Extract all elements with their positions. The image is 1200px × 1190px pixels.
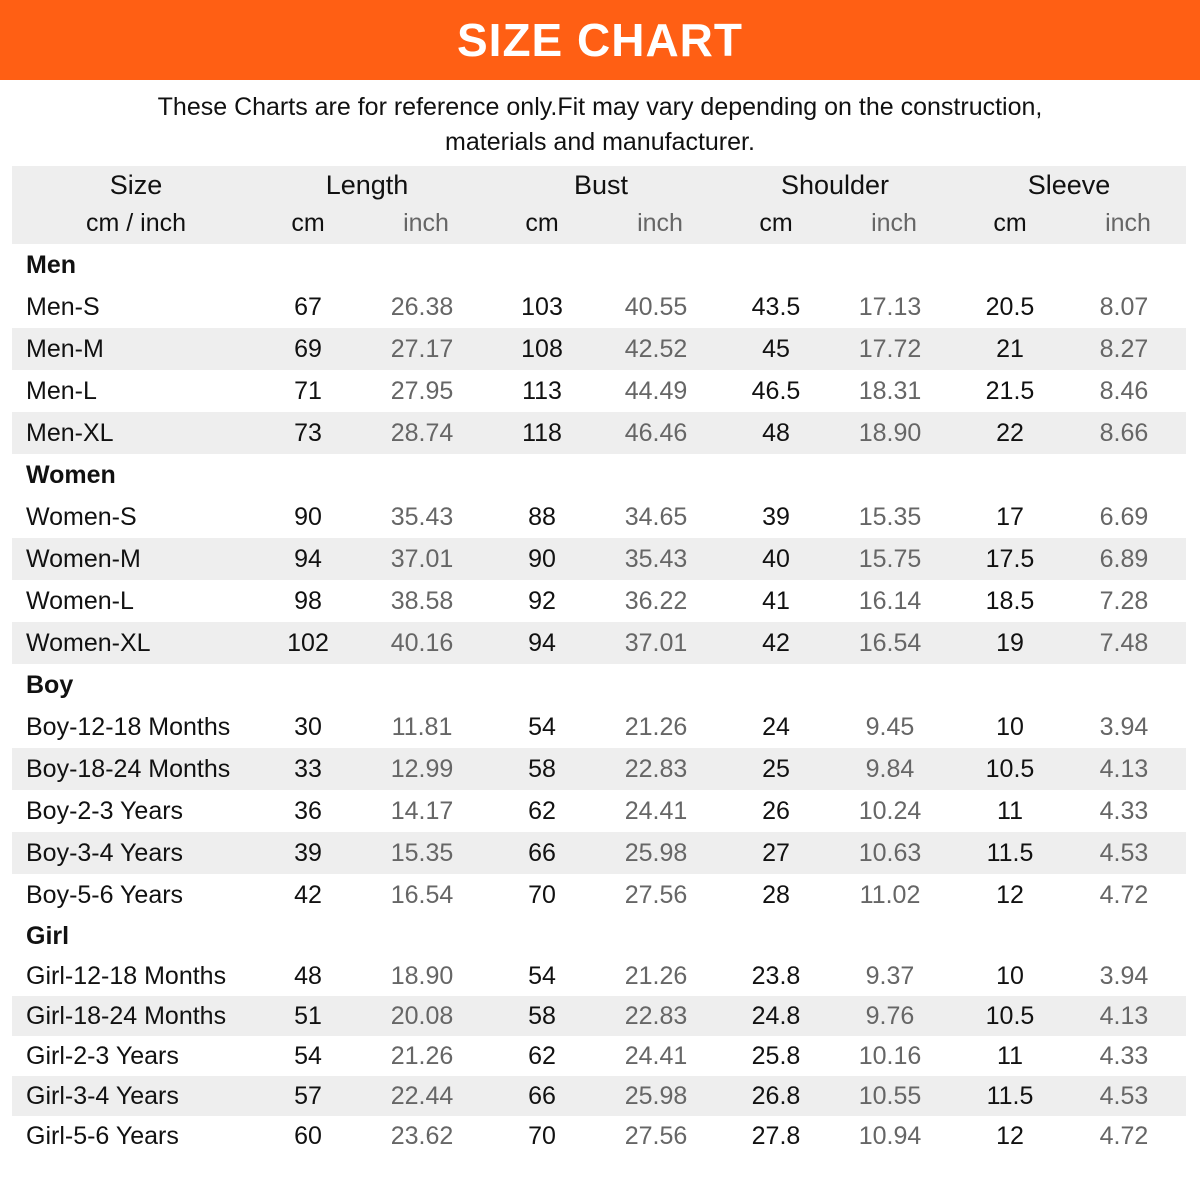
value-cm: 113 xyxy=(522,376,562,405)
value-inch: 9.37 xyxy=(865,961,915,990)
value-inch: 20.08 xyxy=(390,1001,454,1030)
value-inch: 9.84 xyxy=(865,754,915,783)
value-inch: 4.53 xyxy=(1099,1081,1149,1110)
value-cm: 57 xyxy=(294,1081,322,1110)
table-row xyxy=(12,538,1186,580)
value-cm: 92 xyxy=(528,586,556,615)
header-row-units xyxy=(12,204,1186,242)
value-cm: 28 xyxy=(762,880,790,909)
value-inch: 40.55 xyxy=(624,292,688,321)
value-inch: 8.66 xyxy=(1099,418,1149,447)
reference-note xyxy=(0,90,1200,160)
value-cm: 42 xyxy=(762,628,790,657)
header-length-cm: cm xyxy=(291,208,325,237)
value-inch: 27.56 xyxy=(624,1121,688,1150)
header-bust-inch: inch xyxy=(637,208,683,237)
value-cm: 26 xyxy=(762,796,790,825)
value-cm: 12 xyxy=(996,1121,1024,1150)
value-inch: 28.74 xyxy=(390,418,454,447)
value-inch: 21.26 xyxy=(390,1041,454,1070)
value-inch: 34.65 xyxy=(624,502,688,531)
value-cm: 30 xyxy=(294,712,322,741)
value-cm: 58 xyxy=(528,754,556,783)
header-sleeve-inch: inch xyxy=(1105,208,1151,237)
value-inch: 8.27 xyxy=(1099,334,1149,363)
header-size-unit: cm / inch xyxy=(85,208,187,237)
value-inch: 7.48 xyxy=(1099,628,1149,657)
note-line-1: These Charts are for reference only.Fit may vary depending on the construction, xyxy=(157,93,1043,121)
value-cm: 17 xyxy=(996,502,1024,531)
value-cm: 11 xyxy=(997,1041,1023,1070)
table-row xyxy=(12,790,1186,832)
value-cm: 70 xyxy=(528,880,556,909)
size-label: Men-M xyxy=(26,334,104,363)
table-row xyxy=(12,286,1186,328)
value-cm: 20.5 xyxy=(985,292,1035,321)
value-cm: 39 xyxy=(762,502,790,531)
value-inch: 10.55 xyxy=(858,1081,922,1110)
value-cm: 19 xyxy=(996,628,1024,657)
table-row xyxy=(12,996,1186,1036)
value-cm: 24.8 xyxy=(751,1001,801,1030)
value-cm: 10 xyxy=(996,712,1024,741)
value-cm: 11.5 xyxy=(986,838,1034,867)
size-label: Men-L xyxy=(26,376,97,405)
value-inch: 14.17 xyxy=(390,796,454,825)
value-inch: 22.83 xyxy=(624,1001,688,1030)
value-inch: 15.35 xyxy=(390,838,454,867)
table-row xyxy=(12,370,1186,412)
value-inch: 11.81 xyxy=(391,712,453,741)
value-cm: 90 xyxy=(294,502,322,531)
value-cm: 66 xyxy=(528,838,556,867)
value-cm: 51 xyxy=(294,1001,322,1030)
value-inch: 4.72 xyxy=(1099,1121,1149,1150)
size-label: Boy-12-18 Months xyxy=(26,712,231,741)
value-inch: 22.83 xyxy=(624,754,688,783)
header-shoulder-cm: cm xyxy=(759,208,793,237)
value-cm: 46.5 xyxy=(751,376,801,405)
table-row xyxy=(12,1036,1186,1076)
value-cm: 54 xyxy=(528,961,556,990)
value-cm: 48 xyxy=(762,418,790,447)
value-cm: 67 xyxy=(294,292,322,321)
value-cm: 17.5 xyxy=(985,544,1035,573)
value-cm: 12 xyxy=(996,880,1024,909)
value-cm: 88 xyxy=(528,502,556,531)
value-cm: 48 xyxy=(294,961,322,990)
value-inch: 21.26 xyxy=(624,961,688,990)
table-row xyxy=(12,832,1186,874)
value-cm: 10 xyxy=(996,961,1024,990)
value-inch: 10.63 xyxy=(858,838,922,867)
size-label: Women-XL xyxy=(26,628,151,657)
value-inch: 18.90 xyxy=(858,418,922,447)
table-header xyxy=(12,166,1186,244)
value-cm: 11 xyxy=(997,796,1023,825)
value-inch: 12.99 xyxy=(390,754,454,783)
size-label: Girl-3-4 Years xyxy=(26,1081,179,1110)
value-cm: 103 xyxy=(521,292,563,321)
size-label: Men-S xyxy=(26,292,100,321)
value-cm: 25 xyxy=(762,754,790,783)
value-inch: 6.89 xyxy=(1099,544,1149,573)
value-inch: 10.24 xyxy=(858,796,922,825)
table-row xyxy=(12,496,1186,538)
value-inch: 18.90 xyxy=(390,961,454,990)
value-inch: 27.95 xyxy=(390,376,454,405)
value-inch: 3.94 xyxy=(1099,961,1149,990)
table-row xyxy=(12,956,1186,996)
size-label: Girl-2-3 Years xyxy=(26,1041,179,1070)
value-cm: 10.5 xyxy=(985,1001,1035,1030)
value-inch: 16.14 xyxy=(858,586,922,615)
title-banner xyxy=(0,0,1200,80)
value-inch: 25.98 xyxy=(624,1081,688,1110)
value-inch: 16.54 xyxy=(390,880,454,909)
table-row xyxy=(12,580,1186,622)
value-inch: 46.46 xyxy=(624,418,688,447)
size-label: Boy-5-6 Years xyxy=(26,880,184,909)
table-row xyxy=(12,622,1186,664)
value-cm: 26.8 xyxy=(751,1081,801,1110)
value-inch: 4.53 xyxy=(1099,838,1149,867)
value-cm: 23.8 xyxy=(751,961,801,990)
note-line-2: materials and manufacturer. xyxy=(445,128,755,156)
group-label: Girl xyxy=(26,921,70,950)
value-inch: 37.01 xyxy=(624,628,688,657)
value-cm: 22 xyxy=(996,418,1024,447)
value-inch: 17.13 xyxy=(858,292,922,321)
value-cm: 18.5 xyxy=(985,586,1035,615)
value-cm: 43.5 xyxy=(751,292,801,321)
header-sleeve-cm: cm xyxy=(993,208,1027,237)
value-inch: 27.17 xyxy=(390,334,454,363)
size-label: Boy-2-3 Years xyxy=(26,796,184,825)
table-row xyxy=(12,328,1186,370)
value-cm: 98 xyxy=(294,586,322,615)
size-label: Boy-3-4 Years xyxy=(26,838,184,867)
table-row xyxy=(12,874,1186,916)
value-inch: 44.49 xyxy=(624,376,688,405)
table-row xyxy=(12,748,1186,790)
value-inch: 4.33 xyxy=(1099,1041,1149,1070)
header-shoulder-inch: inch xyxy=(871,208,917,237)
value-cm: 10.5 xyxy=(985,754,1035,783)
value-inch: 15.75 xyxy=(858,544,922,573)
header-shoulder: Shoulder xyxy=(780,169,890,200)
value-inch: 42.52 xyxy=(624,334,688,363)
value-inch: 40.16 xyxy=(390,628,454,657)
value-cm: 70 xyxy=(528,1121,556,1150)
value-cm: 108 xyxy=(521,334,563,363)
size-label: Girl-18-24 Months xyxy=(26,1001,227,1030)
value-cm: 27.8 xyxy=(751,1121,801,1150)
header-bust-cm: cm xyxy=(525,208,559,237)
value-cm: 118 xyxy=(522,418,562,447)
table-row xyxy=(12,412,1186,454)
value-cm: 45 xyxy=(762,334,790,363)
value-cm: 60 xyxy=(294,1121,322,1150)
value-inch: 8.46 xyxy=(1099,376,1149,405)
value-inch: 35.43 xyxy=(390,502,454,531)
header-row-measures xyxy=(12,166,1186,204)
value-cm: 62 xyxy=(528,796,556,825)
value-cm: 94 xyxy=(528,628,556,657)
value-inch: 9.76 xyxy=(865,1001,915,1030)
value-inch: 25.98 xyxy=(624,838,688,867)
value-cm: 54 xyxy=(294,1041,322,1070)
size-label: Women-S xyxy=(26,502,137,531)
group-label: Women xyxy=(26,460,116,489)
value-inch: 36.22 xyxy=(624,586,688,615)
table-row xyxy=(12,1116,1186,1156)
value-cm: 58 xyxy=(528,1001,556,1030)
value-cm: 94 xyxy=(294,544,322,573)
value-inch: 35.43 xyxy=(624,544,688,573)
size-label: Boy-18-24 Months xyxy=(26,754,231,783)
page-title: SIZE CHART xyxy=(457,14,743,66)
value-inch: 9.45 xyxy=(865,712,915,741)
value-inch: 10.16 xyxy=(858,1041,922,1070)
group-label: Men xyxy=(26,250,76,279)
value-inch: 21.26 xyxy=(624,712,688,741)
group-label: Boy xyxy=(26,670,74,699)
value-inch: 24.41 xyxy=(624,796,688,825)
group-heading-men xyxy=(12,244,1186,286)
value-cm: 27 xyxy=(762,838,790,867)
size-table-body xyxy=(12,244,1186,1156)
header-bust: Bust xyxy=(573,169,629,200)
value-inch: 26.38 xyxy=(390,292,454,321)
header-size: Size xyxy=(109,169,163,200)
value-inch: 3.94 xyxy=(1099,712,1149,741)
value-inch: 10.94 xyxy=(858,1121,922,1150)
value-inch: 18.31 xyxy=(858,376,922,405)
value-inch: 17.72 xyxy=(858,334,922,363)
group-heading-boy xyxy=(12,664,1186,706)
group-heading-girl xyxy=(12,916,1186,956)
value-cm: 41 xyxy=(762,586,790,615)
size-label: Girl-12-18 Months xyxy=(26,961,227,990)
value-cm: 33 xyxy=(294,754,322,783)
header-length-inch: inch xyxy=(403,208,449,237)
value-inch: 37.01 xyxy=(390,544,454,573)
size-label: Women-L xyxy=(26,586,134,615)
value-inch: 27.56 xyxy=(624,880,688,909)
value-inch: 24.41 xyxy=(624,1041,688,1070)
value-cm: 54 xyxy=(528,712,556,741)
value-cm: 71 xyxy=(294,376,322,405)
value-inch: 38.58 xyxy=(390,586,454,615)
size-label: Girl-5-6 Years xyxy=(26,1121,179,1150)
size-label: Men-XL xyxy=(26,418,114,447)
value-inch: 15.35 xyxy=(858,502,922,531)
value-cm: 25.8 xyxy=(751,1041,801,1070)
value-inch: 4.13 xyxy=(1099,754,1149,783)
value-cm: 62 xyxy=(528,1041,556,1070)
value-inch: 4.72 xyxy=(1099,880,1149,909)
value-inch: 4.13 xyxy=(1099,1001,1149,1030)
value-inch: 7.28 xyxy=(1099,586,1149,615)
value-inch: 8.07 xyxy=(1099,292,1149,321)
value-cm: 90 xyxy=(528,544,556,573)
value-inch: 16.54 xyxy=(858,628,922,657)
value-inch: 6.69 xyxy=(1099,502,1149,531)
value-cm: 39 xyxy=(294,838,322,867)
value-inch: 4.33 xyxy=(1099,796,1149,825)
value-inch: 22.44 xyxy=(390,1081,454,1110)
header-length: Length xyxy=(325,169,409,200)
value-cm: 11.5 xyxy=(986,1081,1034,1110)
header-sleeve: Sleeve xyxy=(1027,169,1111,200)
value-cm: 36 xyxy=(294,796,322,825)
value-inch: 23.62 xyxy=(390,1121,454,1150)
value-cm: 66 xyxy=(528,1081,556,1110)
value-cm: 73 xyxy=(294,418,322,447)
value-cm: 24 xyxy=(762,712,790,741)
value-inch: 11.02 xyxy=(859,880,921,909)
table-row xyxy=(12,1076,1186,1116)
group-heading-women xyxy=(12,454,1186,496)
value-cm: 21 xyxy=(996,334,1024,363)
value-cm: 21.5 xyxy=(985,376,1035,405)
value-cm: 40 xyxy=(762,544,790,573)
value-cm: 69 xyxy=(294,334,322,363)
value-cm: 102 xyxy=(287,628,329,657)
size-label: Women-M xyxy=(26,544,141,573)
table-row xyxy=(12,706,1186,748)
value-cm: 42 xyxy=(294,880,322,909)
